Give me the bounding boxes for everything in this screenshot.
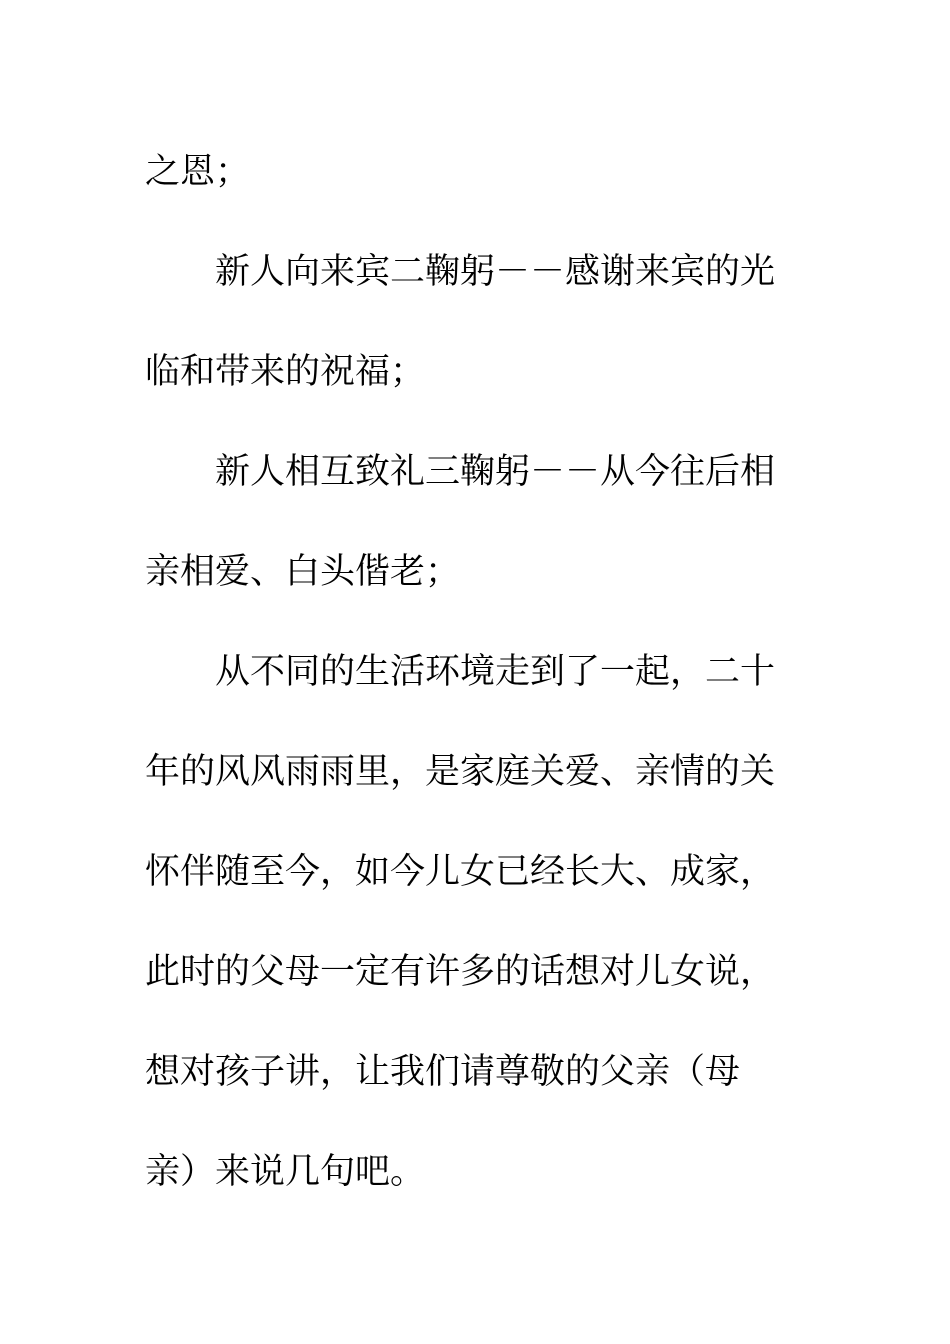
text-line: 新人向来宾二鞠躬－－感谢来宾的光 [215, 252, 776, 292]
text-line: 想对孩子讲，让我们请尊敬的父亲（母 [145, 1052, 741, 1092]
text-line: 亲相爱、白头偕老； [145, 552, 461, 592]
text-line: 怀伴随至今，如今儿女已经长大、成家， [145, 852, 776, 892]
text-line: 新人相互致礼三鞠躬－－从今往后相 [215, 452, 776, 492]
text-line: 从不同的生活环境走到了一起，二十 [215, 652, 776, 692]
text-line: 亲）来说几句吧。 [145, 1152, 426, 1192]
text-line: 年的风风雨雨里，是家庭关爱、亲情的关 [145, 752, 776, 792]
text-line: 临和带来的祝福； [145, 352, 426, 392]
text-line: 此时的父母一定有许多的话想对儿女说， [145, 952, 776, 992]
body-text [145, 122, 785, 1222]
text-line: 之恩； [145, 152, 251, 192]
